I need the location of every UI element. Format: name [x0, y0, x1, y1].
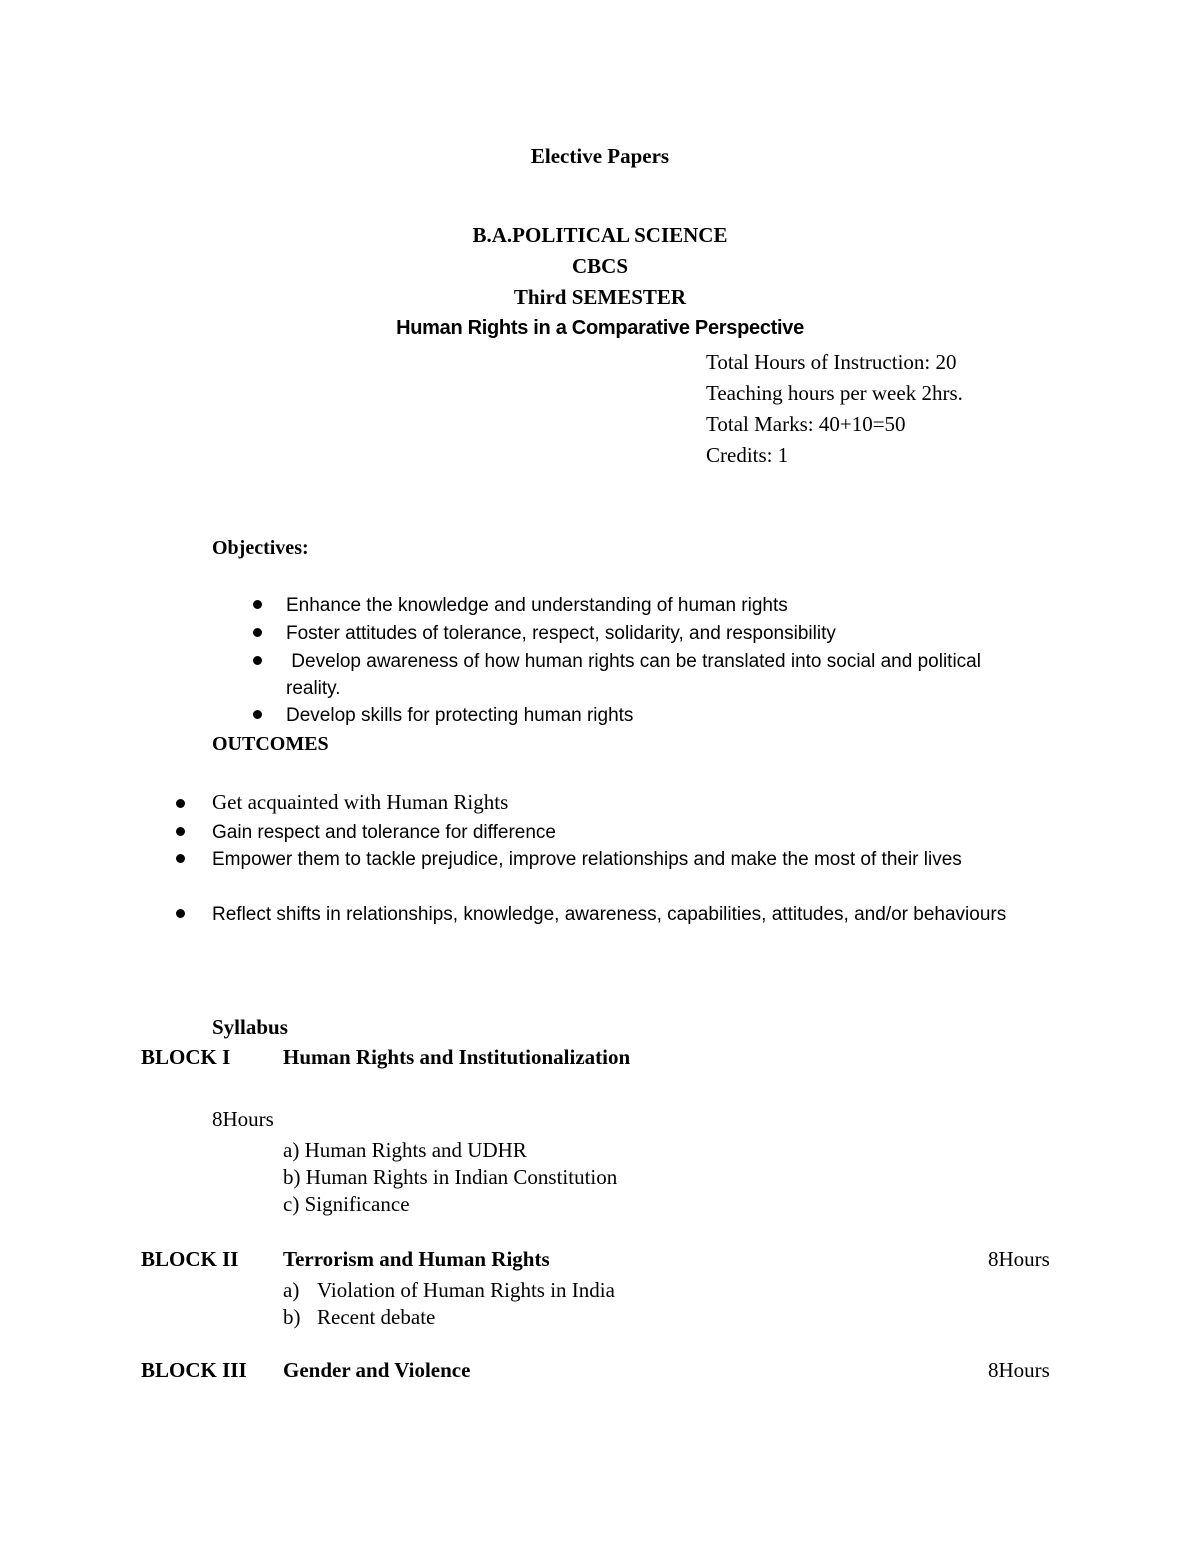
- total-marks: Total Marks: 40+10=50: [706, 412, 906, 436]
- syllabus-heading: Syllabus: [212, 1015, 288, 1039]
- bullet-icon: [176, 909, 185, 918]
- objectives-heading: Objectives:: [212, 537, 309, 559]
- objective-item: [250, 648, 1030, 702]
- outcome-text: Gain respect and tolerance for difference: [212, 822, 556, 843]
- outcome-item: [175, 819, 1035, 846]
- outcome-item: [175, 846, 1035, 900]
- block-hours: 8Hours: [988, 1247, 1050, 1271]
- block-title: Gender and Violence: [283, 1358, 471, 1382]
- block-label: BLOCK I: [141, 1045, 231, 1069]
- bullet-icon: [253, 656, 262, 665]
- scheme-title: CBCS: [571, 254, 629, 278]
- block-hours: 8Hours: [988, 1358, 1050, 1382]
- block-topic: a) Human Rights and UDHR: [283, 1138, 527, 1162]
- block-topic: Recent debate: [317, 1305, 436, 1329]
- bullet-icon: [253, 600, 262, 609]
- block-topic: b) Human Rights in Indian Constitution: [283, 1165, 618, 1189]
- block-title: Human Rights and Institutionalization: [283, 1045, 631, 1069]
- credits: Credits: 1: [706, 443, 789, 467]
- semester-title: Third SEMESTER: [513, 285, 687, 309]
- block-topic: c) Significance: [283, 1192, 410, 1216]
- outcome-item-first: [212, 790, 508, 815]
- objective-item: [250, 620, 1030, 647]
- bullet-icon: [176, 799, 185, 808]
- block-topic-marker: b): [283, 1305, 301, 1329]
- elective-heading: Elective Papers: [530, 144, 670, 168]
- block-title: Terrorism and Human Rights: [283, 1247, 550, 1271]
- bullet-icon: [176, 854, 185, 863]
- course-title: Human Rights in a Comparative Perspective: [396, 317, 804, 339]
- block-topic: Violation of Human Rights in India: [317, 1278, 615, 1302]
- objective-text: Develop skills for protecting human rights: [286, 705, 634, 726]
- objective-text: Develop awareness of how human rights can be translated into social and political reality.: [286, 651, 987, 699]
- objective-item: [250, 702, 1030, 729]
- weekly-hours: Teaching hours per week 2hrs.: [706, 381, 963, 405]
- block-label: BLOCK II: [141, 1247, 239, 1271]
- objective-text: Foster attitudes of tolerance, respect, solidarity, and responsibility: [286, 623, 836, 644]
- block-label: BLOCK III: [141, 1358, 247, 1382]
- bullet-icon: [253, 710, 262, 719]
- outcomes-heading: OUTCOMES: [212, 733, 329, 755]
- outcome-text: Empower them to tackle prejudice, improve relationships and make the most of their lives: [212, 849, 962, 870]
- bullet-icon: [176, 827, 185, 836]
- total-hours: Total Hours of Instruction: 20: [706, 350, 957, 374]
- objective-text: Enhance the knowledge and understanding of human rights: [286, 595, 788, 616]
- bullet-icon: [253, 628, 262, 637]
- block-topic-marker: a): [283, 1278, 300, 1302]
- outcome-text: Reflect shifts in relationships, knowledge, awareness, capabilities, attitudes, and/or behaviours: [212, 904, 1007, 925]
- outcome-item: [175, 901, 1035, 955]
- outcome-text: Get acquainted with Human Rights: [212, 790, 509, 814]
- program-title: B.A.POLITICAL SCIENCE: [472, 223, 728, 247]
- objective-item: [250, 592, 1030, 619]
- block-hours: 8Hours: [212, 1107, 274, 1131]
